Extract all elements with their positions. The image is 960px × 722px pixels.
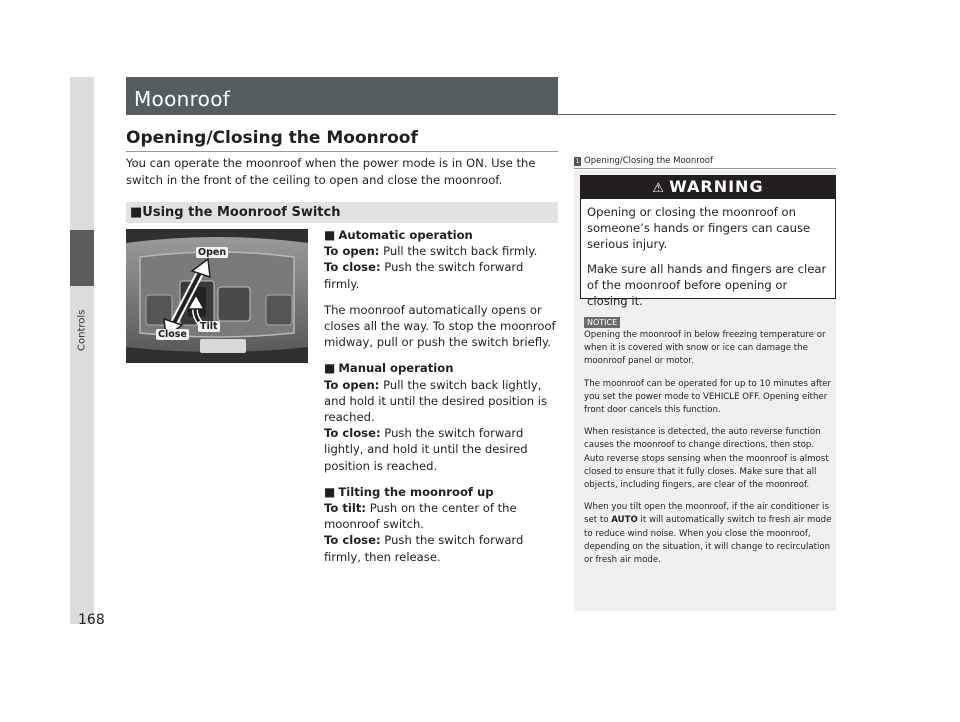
tilt-operation-heading: ■ Tilting the moonroof up — [324, 484, 494, 499]
warning-text — [581, 199, 835, 309]
intro-paragraph: You can operate the moonroof when the power mode is in ON. Use the switch in the front of the ceiling to open and close the moonroof. — [126, 156, 536, 187]
sidebar-reference-text: Opening/Closing the Moonroof — [584, 156, 713, 166]
auto-open-line: To open: Pull the switch back firmly. — [324, 244, 538, 259]
reference-marker-icon: 1 — [575, 157, 580, 165]
page-title: Moonroof — [126, 77, 558, 115]
auto-extra-text: The moonroof automatically opens or closes all the way. To stop the moonroof midway, pull or push the switch briefly. — [324, 302, 556, 350]
photo-label-open: Open — [198, 247, 227, 258]
square-bullet-icon: ■ — [130, 205, 143, 220]
chapter-label: Controls — [76, 309, 88, 351]
auto-close-line: To close: Push the switch forward firmly. — [324, 260, 524, 291]
manual-operation-heading: ■ Manual operation — [324, 361, 454, 376]
subsection-heading — [126, 202, 558, 223]
warning-triangle-icon: ⚠ — [652, 181, 666, 196]
subsection-heading-text: Using the Moonroof Switch — [142, 205, 341, 220]
tilt-close-line: To close: Push the switch forward firmly, then release. — [324, 533, 524, 564]
sidebar-reference — [574, 156, 836, 166]
section-heading: Opening/Closing the Moonroof — [126, 128, 418, 148]
page-number: 168 — [78, 612, 105, 628]
photo-label-tilt: Tilt — [200, 321, 218, 332]
tilt-open-line: To tilt: Push on the center of the moonroof switch. — [324, 501, 517, 532]
section-rule — [126, 151, 558, 152]
note-auto-reverse: When resistance is detected, the auto reverse function causes the moonroof to change directions, then stop. Auto reverse stops sensing when the moonroof is almost closed to ensure that it fully closes. Make sure that all objects, including fingers, are clear of the moonroof. — [584, 427, 829, 491]
note-vehicle-off: The moonroof can be operated for up to 10 minutes after you set the power mode to VEHICLE OFF. Opening either front door cancels this function. — [584, 378, 832, 416]
warning-paragraph-2: Make sure all hands and fingers are clear of the moonroof before opening or closing it. — [587, 262, 827, 308]
operation-instructions — [324, 227, 560, 565]
notice-badge: NOTICE — [584, 317, 620, 328]
manual-open-line: To open: Pull the switch back lightly, and hold it until the desired position is reached. — [324, 377, 548, 425]
note-air-conditioner: When you tilt open the moonroof, if the air conditioner is set to AUTO it will automatically switch to fresh air mode to reduce wind noise. When you close the moonroof, depending on the situation, it will change to recirculation or fresh air mode. — [584, 502, 832, 566]
chapter-tab-marker — [70, 230, 94, 286]
title-rule — [558, 114, 836, 115]
warning-paragraph-1: Opening or closing the moonroof on someone’s hands or fingers can cause serious injury. — [587, 205, 811, 251]
photo-label-close: Close — [158, 329, 187, 340]
warning-title: WARNING — [669, 177, 764, 196]
moonroof-switch-photo — [126, 229, 308, 363]
warning-box — [580, 175, 836, 308]
sidebar-rule — [574, 168, 836, 169]
notice-text: Opening the moonroof in below freezing temperature or when it is covered with snow or ice can damage the moonroof panel or motor. — [584, 330, 826, 367]
manual-close-line: To close: Push the switch forward lightly, and hold it until the desired position is reached. — [324, 426, 528, 473]
sidebar-notes — [584, 329, 832, 567]
auto-operation-heading: ■ Automatic operation — [324, 228, 473, 242]
warning-header — [581, 176, 835, 199]
